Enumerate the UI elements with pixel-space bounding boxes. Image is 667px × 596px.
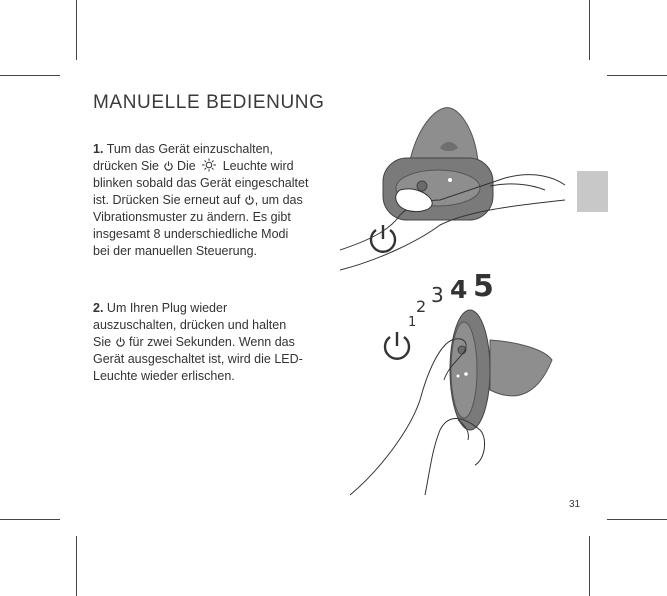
crop-mark: [607, 75, 667, 76]
step-text: drücken Sie: [93, 159, 160, 173]
count-number-4: 4: [450, 275, 468, 304]
count-number-5: 5: [473, 269, 494, 304]
section-tab: [577, 171, 608, 212]
light-icon: [199, 158, 219, 172]
device-bottom-illustration: [350, 310, 552, 495]
crop-mark: [76, 536, 77, 596]
power-icon: [244, 194, 255, 206]
crop-mark: [607, 519, 667, 520]
crop-mark: [76, 0, 77, 60]
step-text: Leuchte wieder erlischen.: [93, 369, 235, 383]
power-icon: [371, 225, 395, 252]
step-text: Tum das Gerät einzuschalten,: [106, 142, 273, 156]
step-text: bei der manuellen Steuerung.: [93, 244, 258, 258]
step-text: für zwei Sekunden. Wenn das: [129, 335, 295, 349]
step-text: insgesamt 8 underschiedliche Modi: [93, 227, 289, 241]
step-text: auszuschalten, drücken und halten: [93, 318, 287, 332]
page-title: MANUELLE BEDIENUNG: [93, 92, 325, 113]
crop-mark: [589, 0, 590, 60]
page-number: 31: [569, 499, 581, 510]
step-text: Die: [176, 159, 196, 173]
step-text: Sie: [93, 335, 112, 349]
power-icon: [163, 160, 174, 172]
step-text: Um Ihren Plug wieder: [106, 301, 228, 315]
usage-illustration: [340, 100, 570, 500]
count-number-2: 2: [416, 297, 427, 316]
step-text: blinken sobald das Gerät eingeschaltet: [93, 176, 309, 190]
power-icon: [115, 336, 126, 348]
count-number-1: 1: [408, 315, 417, 330]
step-number: 2.: [93, 301, 104, 315]
power-icon: [385, 332, 409, 359]
count-number-3: 3: [431, 283, 444, 307]
crop-mark: [589, 536, 590, 596]
step-text: ist. Drücken Sie erneut auf: [93, 193, 241, 207]
crop-mark: [0, 75, 60, 76]
step-text: Vibrationsmuster zu ändern. Es gibt: [93, 210, 291, 224]
step-text: , um das: [254, 193, 303, 207]
step-number: 1.: [93, 142, 104, 156]
crop-mark: [0, 519, 60, 520]
step-text: Gerät ausgeschaltet ist, wird die LED-: [93, 352, 303, 366]
step-text: Leuchte wird: [222, 159, 294, 173]
instruction-step-2: [93, 300, 343, 385]
instruction-step-1: [93, 141, 343, 260]
